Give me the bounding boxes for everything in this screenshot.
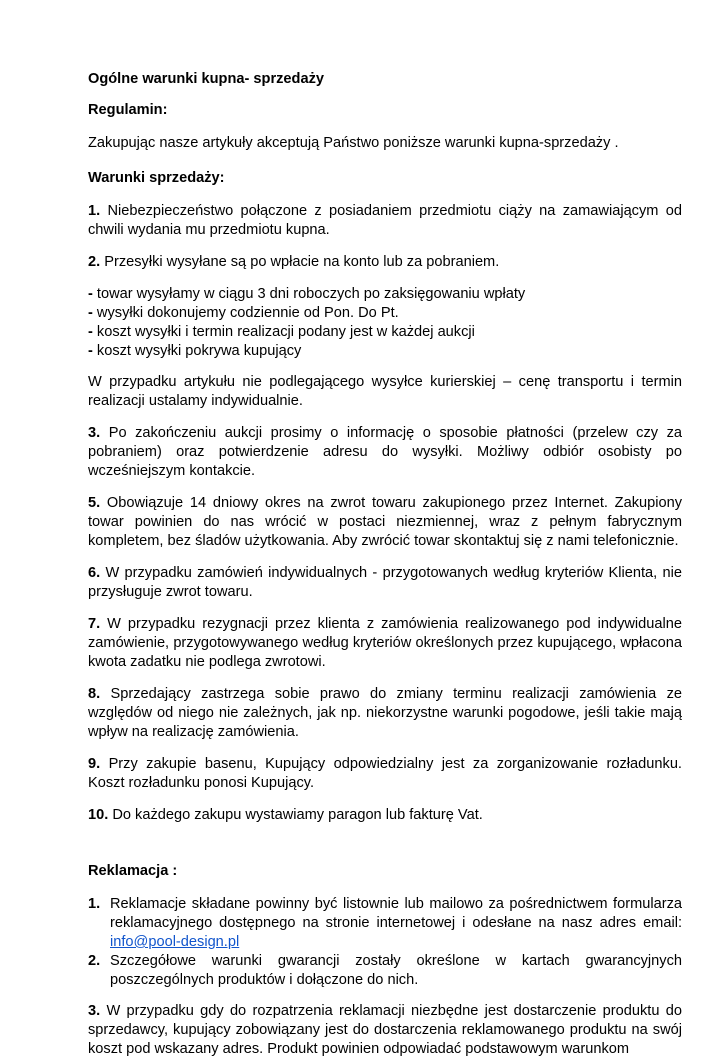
- clause-text: Przesyłki wysyłane są po wpłacie na konto lub za pobraniem.: [100, 254, 500, 270]
- clause-text: Niebezpieczeństwo połączone z posiadaniem przedmiotu ciąży na zamawiającym od chwili wydania mu przedmiotu kupna.: [88, 203, 682, 238]
- list-item: [88, 342, 682, 361]
- sales-heading: Warunki sprzedaży:: [88, 170, 225, 186]
- document-title: Ogólne warunki kupna- sprzedaży: [88, 71, 324, 87]
- list-item-text: towar wysyłamy w ciągu 3 dni roboczych po zaksięgowaniu wpłaty: [92, 286, 526, 302]
- clause-text: Do każdego zakupu wystawiamy paragon lub fakturę Vat.: [108, 807, 483, 823]
- clause-number: 1.: [88, 203, 101, 219]
- clause-number: 5.: [88, 495, 101, 511]
- list-item-text: wysyłki dokonujemy codziennie od Pon. Do Pt.: [92, 305, 399, 321]
- complaint-item-1: [88, 895, 682, 952]
- dash-bullet: -: [88, 305, 93, 321]
- clause-text: W przypadku zamówień indywidualnych - przygotowanych według kryteriów Klienta, nie przysługuje zwrot towaru.: [88, 565, 682, 600]
- clause-text: Obowiązuje 14 dniowy okres na zwrot towaru zakupionego przez Internet. Zakupiony towar powinien do nas wrócić w postaci niezmiennej, wraz z pełnym fabrycznym kompletem, bez śladów użytkowania. Aby zwrócić towar skontaktuj się z nami telefonicznie.: [88, 495, 682, 549]
- item-number: 2.: [88, 953, 101, 969]
- dash-bullet: -: [88, 343, 93, 359]
- shipping-list: [88, 285, 682, 361]
- clause-text: W przypadku rezygnacji przez klienta z zamówienia realizowanego pod indywidualne zamówienie, przygotowywanego według kryteriów określonych przez kupującego, wpłacona kwota zadatku nie podlega zwrotowi.: [88, 616, 682, 670]
- clause-number: 6.: [88, 565, 101, 581]
- intro-paragraph: Zakupując nasze artykuły akceptują Państwo poniższe warunki kupna-sprzedaży .: [88, 135, 619, 151]
- complaint-item-2: [88, 952, 682, 990]
- list-item: [88, 285, 682, 304]
- clause-number: 7.: [88, 616, 101, 632]
- complaint-text: Reklamacje składane powinny być listownie lub mailowo za pośrednictwem formularza reklamacyjnego dostępnego na stronie internetowej i odesłane na nasz adres email:: [110, 896, 682, 931]
- clause-text: Przy zakupie basenu, Kupujący odpowiedzialny jest za zorganizowanie rozładunku. Koszt rozładunku ponosi Kupujący.: [88, 756, 682, 791]
- list-item-text: koszt wysyłki pokrywa kupujący: [92, 343, 302, 359]
- clause-number: 3.: [88, 425, 101, 441]
- list-item-text: koszt wysyłki i termin realizacji podany jest w każdej aukcji: [92, 324, 475, 340]
- clause-text: W przypadku gdy do rozpatrzenia reklamacji niezbędne jest dostarczenie produktu do sprzedawcy, kupujący zobowiązany jest do dostarczenia reklamowanego produktu na swój koszt pod wskazany adres. Produkt powinien odpowiadać podstawowym warunkom: [88, 1003, 682, 1057]
- clause-number: 10.: [88, 807, 109, 823]
- dash-bullet: -: [88, 286, 93, 302]
- sales-clause-8: [88, 685, 682, 742]
- item-number: 1.: [88, 896, 101, 912]
- item-text: [110, 895, 682, 952]
- sales-clause-1: [88, 202, 682, 240]
- sales-clause-3: [88, 424, 682, 481]
- complaint-clause-3: [88, 1002, 682, 1059]
- clause-number: 9.: [88, 756, 101, 772]
- sales-clause-9: [88, 755, 682, 793]
- list-item: [88, 304, 682, 323]
- sales-clause-10: [88, 806, 682, 825]
- complaints-list: [88, 895, 682, 990]
- sales-clause-2: [88, 253, 682, 272]
- courier-note: W przypadku artykułu nie podlegającego wysyłce kurierskiej – cenę transportu i termin realizacji ustalamy indywidualnie.: [88, 374, 682, 409]
- section-spacer: [88, 838, 682, 862]
- item-text: Szczegółowe warunki gwarancji zostały określone w kartach gwarancyjnych poszczególnych produktów i dołączone do nich.: [110, 953, 682, 988]
- sales-clause-6: [88, 564, 682, 602]
- sales-clause-5: [88, 494, 682, 551]
- clause-number: 8.: [88, 686, 101, 702]
- clause-number: 2.: [88, 254, 101, 270]
- dash-bullet: -: [88, 324, 93, 340]
- clause-number: 3.: [88, 1003, 101, 1019]
- clause-text: Sprzedający zastrzega sobie prawo do zmiany terminu realizacji zamówienia ze względów od niego nie zależnych, jak np. niekorzystne warunki pogodowe, jeśli takie mają wpływ na realizację zamówienia.: [88, 686, 682, 740]
- email-link[interactable]: info@pool-design.pl: [110, 934, 240, 950]
- list-item: [88, 323, 682, 342]
- clause-text: Po zakończeniu aukcji prosimy o informację o sposobie płatności (przelew czy za pobraniem) oraz potwierdzenie adresu do wysyłki. Możliwy odbiór osobisty po wcześniejszym kontakcie.: [88, 425, 682, 479]
- complaints-heading: Reklamacja :: [88, 863, 178, 879]
- regulamin-heading: Regulamin:: [88, 102, 168, 118]
- sales-clause-7: [88, 615, 682, 672]
